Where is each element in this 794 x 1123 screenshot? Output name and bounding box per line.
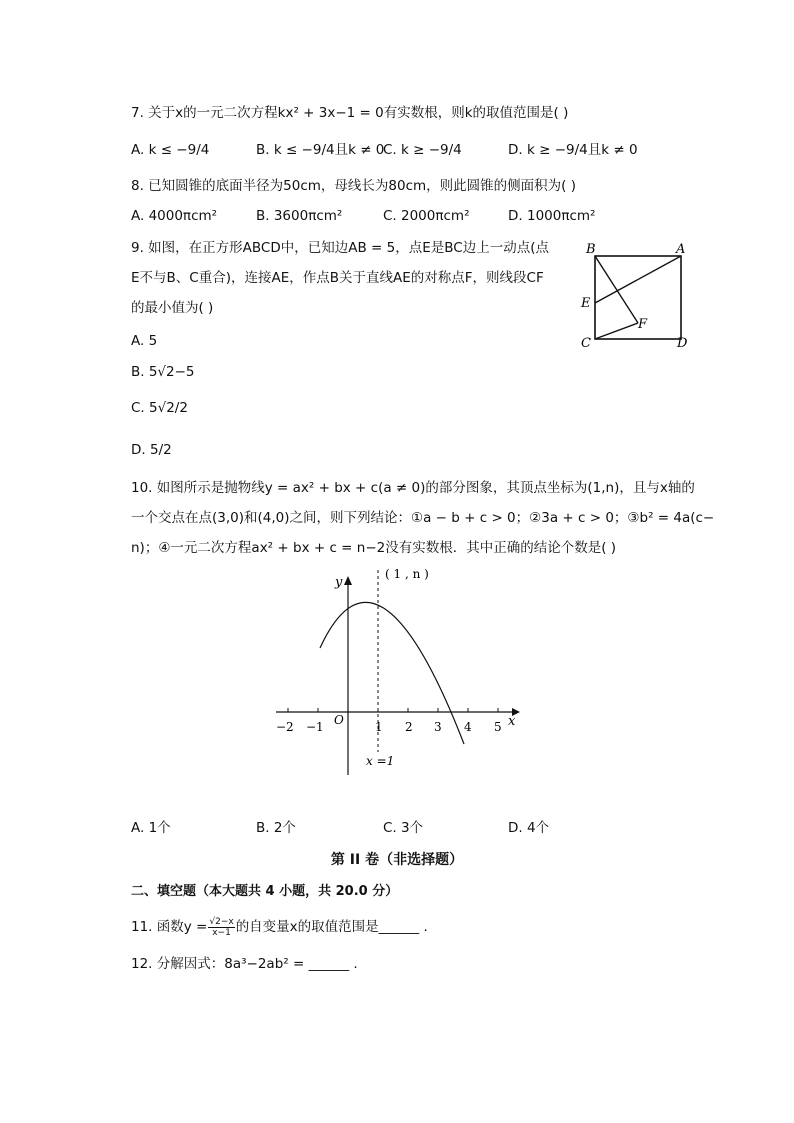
label-f: F bbox=[638, 317, 648, 332]
tick-label-5: 5 bbox=[494, 720, 502, 734]
vertex-label: ( 1 , n ) bbox=[385, 567, 429, 581]
q7-option-b: B. k ≤ −9/4且k ≠ 0 bbox=[256, 142, 385, 158]
q9-square-figure bbox=[575, 238, 700, 353]
q10-option-a: A. 1个 bbox=[131, 820, 171, 836]
segment-cf bbox=[595, 323, 638, 339]
q8-option-b: B. 3600πcm² bbox=[256, 208, 343, 224]
tick-label-2: 2 bbox=[405, 720, 413, 734]
q8-option-c: C. 2000πcm² bbox=[383, 208, 470, 224]
q8-option-a: A. 4000πcm² bbox=[131, 208, 218, 224]
q8-stem: 8. 已知圆锥的底面半径为50cm，母线长为80cm，则此圆锥的侧面积为( ) bbox=[131, 178, 576, 194]
label-b: B bbox=[586, 242, 596, 257]
q10-parabola-graph bbox=[268, 562, 530, 782]
tick-label-1: 1 bbox=[375, 720, 383, 734]
tick-label-neg2: −2 bbox=[276, 720, 294, 734]
origin-label: O bbox=[334, 713, 344, 727]
q10-option-c: C. 3个 bbox=[383, 820, 424, 836]
label-c: C bbox=[581, 336, 591, 351]
q12-stem: 12. 分解因式：8a³−2ab² = ______ . bbox=[131, 956, 358, 972]
q10-stem-line1: 10. 如图所示是抛物线y = ax² + bx + c(a ≠ 0)的部分图象，其顶点坐标为(1,n)，且与x轴的 bbox=[131, 480, 695, 496]
q8-option-d: D. 1000πcm² bbox=[508, 208, 596, 224]
q9-stem-line1: 9. 如图，在正方形ABCD中，已知边AB = 5，点E是BC边上一动点(点 bbox=[131, 240, 549, 256]
q7-option-d: D. k ≥ −9/4且k ≠ 0 bbox=[508, 142, 638, 158]
q7-option-c: C. k ≥ −9/4 bbox=[383, 142, 462, 158]
q9-option-b: B. 5√2−5 bbox=[131, 364, 195, 380]
q9-option-d: D. 5/2 bbox=[131, 442, 172, 458]
q7-option-a: A. k ≤ −9/4 bbox=[131, 142, 210, 158]
q10-option-d: D. 4个 bbox=[508, 820, 550, 836]
q11-prefix: 11. 函数y = bbox=[131, 919, 208, 935]
q9-option-a: A. 5 bbox=[131, 333, 158, 349]
part2-title: 第 II 卷（非选择题） bbox=[330, 852, 464, 868]
q10-stem-line3: n)；④一元二次方程ax² + bx + c = n−2没有实数根．其中正确的结论个数是( ) bbox=[131, 540, 617, 556]
q7-stem: 7. 关于x的一元二次方程kx² + 3x−1 = 0有实数根，则k的取值范围是( ) bbox=[131, 105, 569, 121]
label-e: E bbox=[581, 296, 591, 311]
label-a: A bbox=[676, 242, 686, 257]
label-d: D bbox=[677, 336, 688, 351]
q11-fraction bbox=[208, 917, 234, 938]
q10-stem-line2: 一个交点在点(3,0)和(4,0)之间，则下列结论：①a − b + c > 0；②3a + c > 0；③b² = 4a(c− bbox=[131, 510, 715, 526]
tick-label-neg1: −1 bbox=[306, 720, 324, 734]
q9-stem-line3: 的最小值为( ) bbox=[131, 300, 214, 316]
q11-numerator: √2−x bbox=[209, 916, 234, 927]
q9-option-c: C. 5√2/2 bbox=[131, 400, 188, 416]
y-axis-label: y bbox=[335, 575, 343, 590]
q9-stem-line2: E不与B、C重合)，连接AE，作点B关于直线AE的对称点F，则线段CF bbox=[131, 270, 544, 286]
axis-of-symmetry-label: x =1 bbox=[366, 754, 395, 768]
y-axis-arrow-icon bbox=[344, 576, 352, 585]
q11-stem bbox=[131, 914, 428, 940]
q11-denominator: x−1 bbox=[212, 927, 231, 938]
fill-blank-section-header: 二、填空题（本大题共 4 小题，共 20.0 分） bbox=[131, 884, 399, 899]
tick-label-3: 3 bbox=[434, 720, 442, 734]
segment-ae bbox=[595, 256, 681, 303]
segment-bf bbox=[595, 256, 638, 323]
tick-label-4: 4 bbox=[464, 720, 472, 734]
q10-option-b: B. 2个 bbox=[256, 820, 296, 836]
q11-suffix: 的自变量x的取值范围是______ . bbox=[235, 919, 428, 935]
x-axis-label: x bbox=[508, 714, 516, 729]
